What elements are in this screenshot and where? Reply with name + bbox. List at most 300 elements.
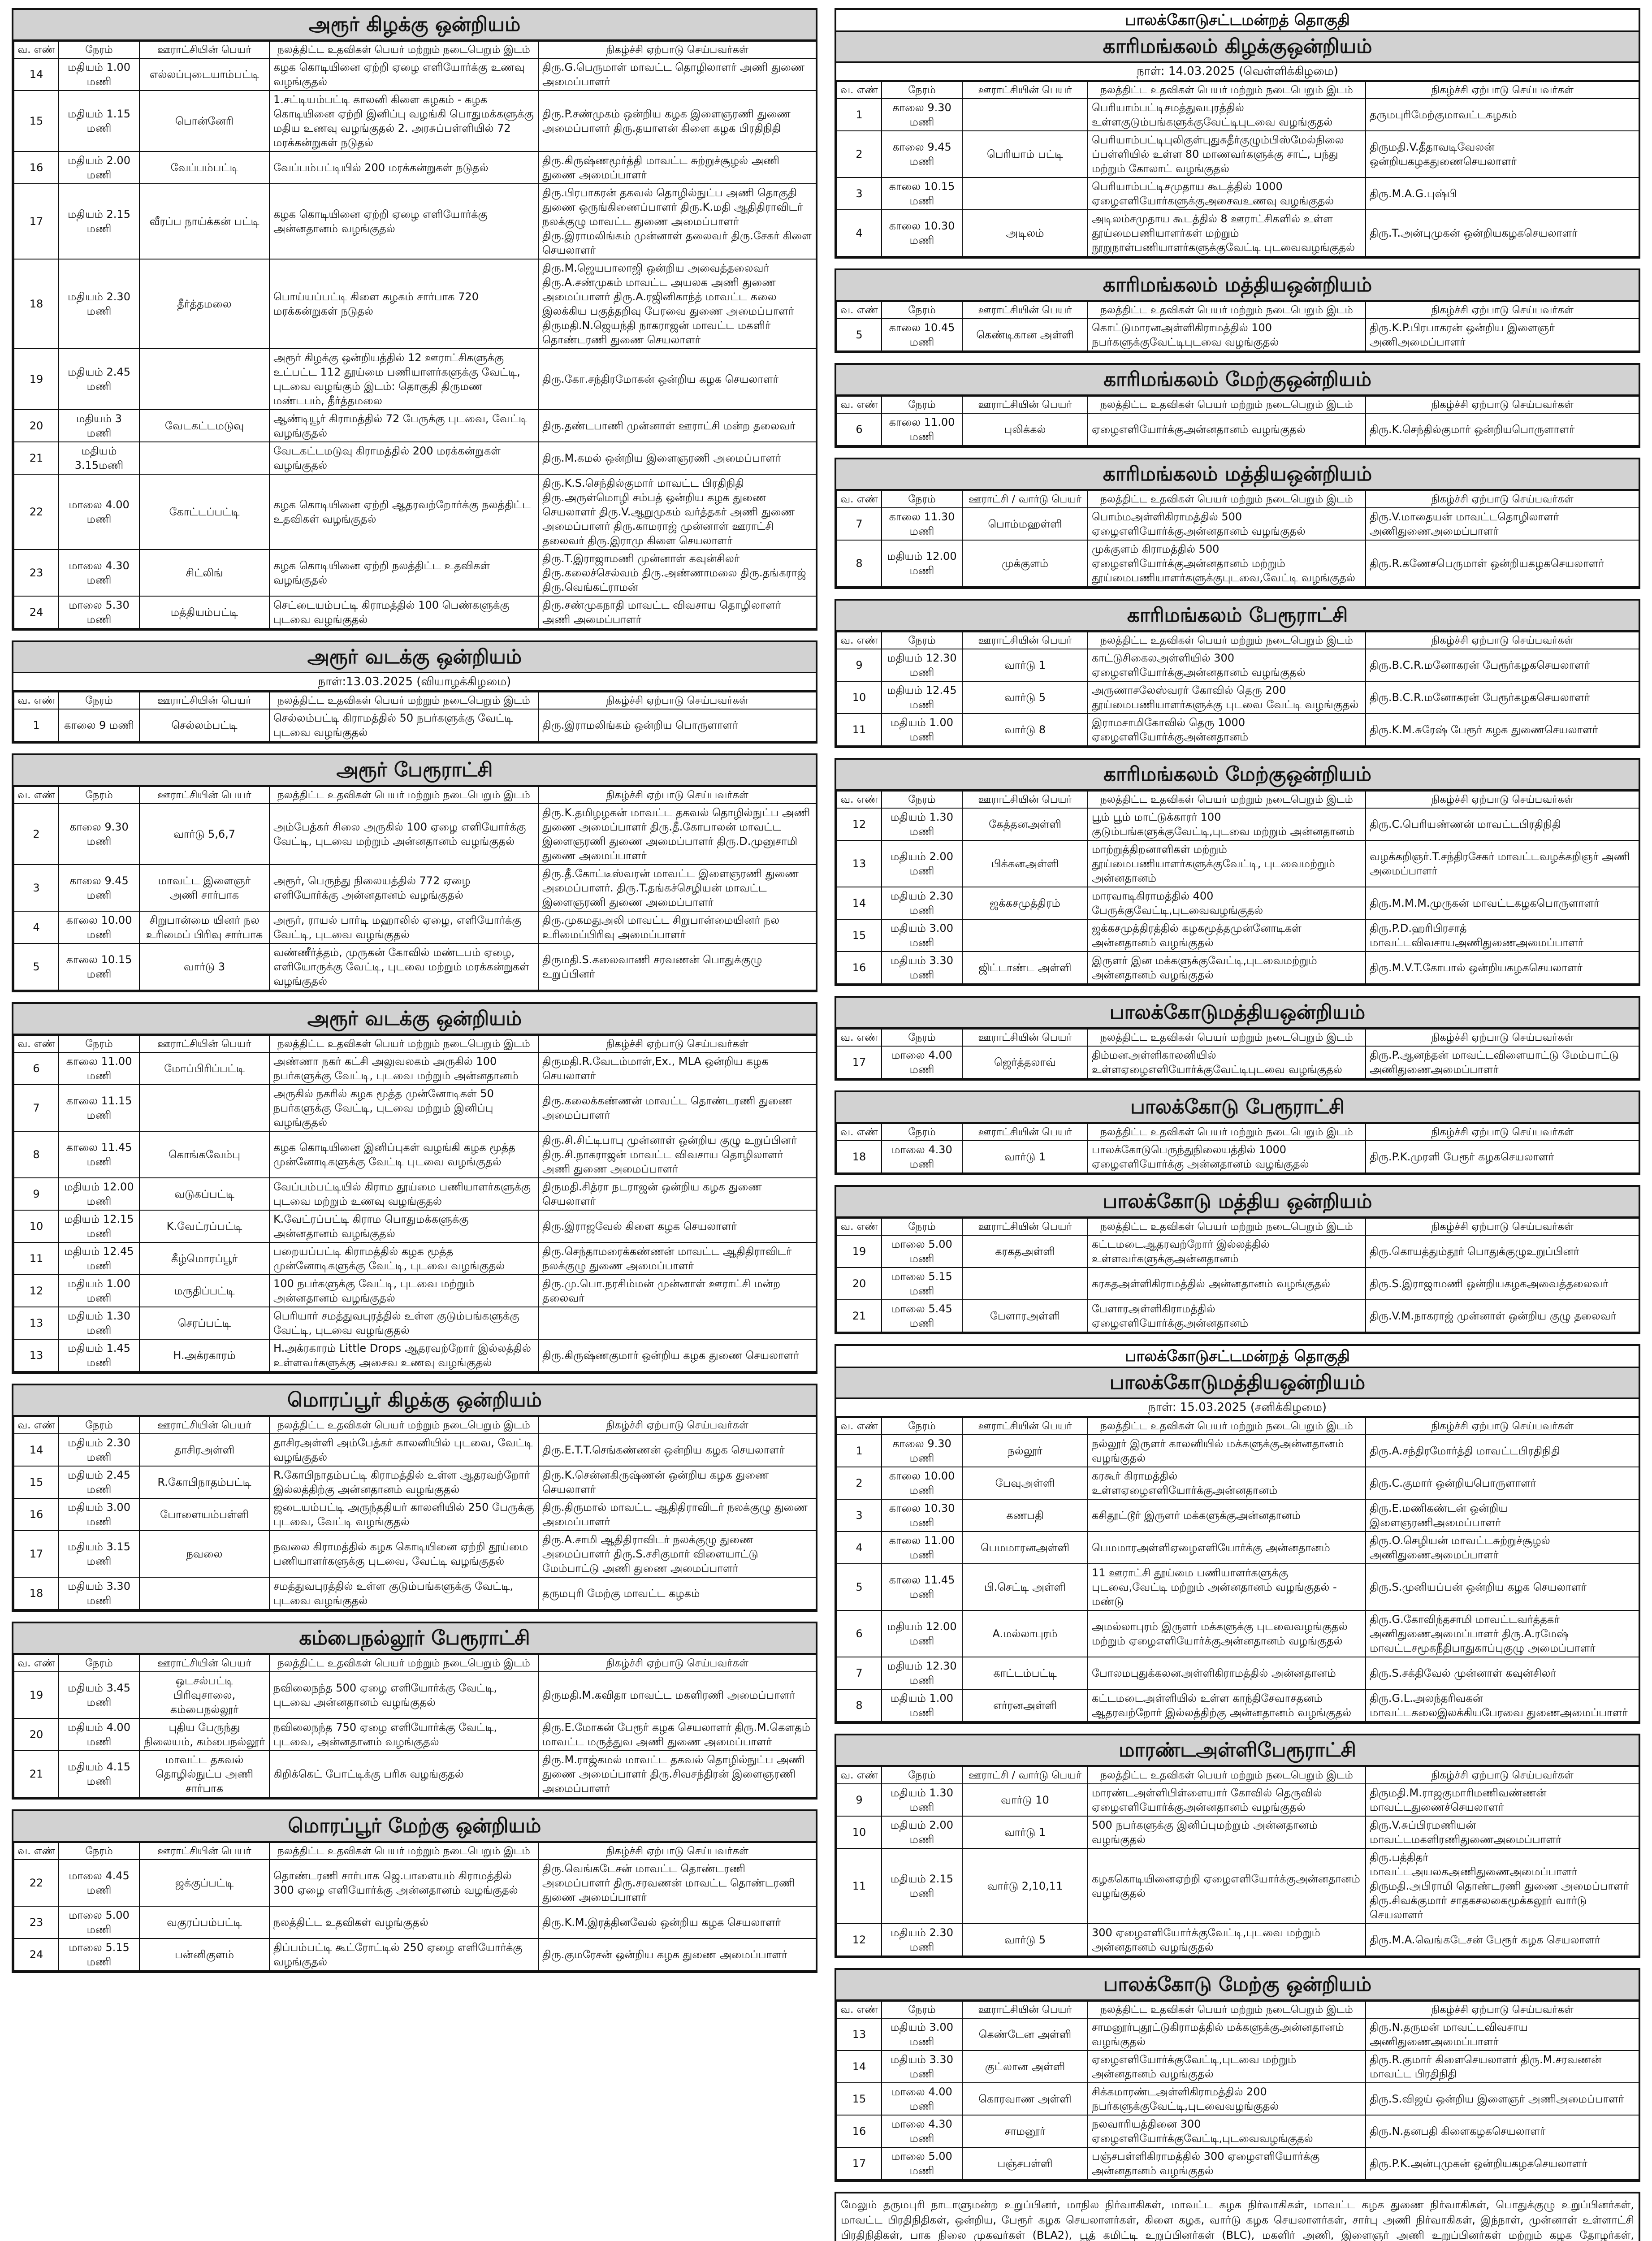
row-time: மதியம் 3 மணி — [59, 410, 139, 442]
row-number: 19 — [14, 1672, 59, 1718]
column-header: ஊராட்சியின் பெயர் — [139, 1655, 269, 1672]
column-header: நலத்திட்ட உதவிகள் பெயர் மற்றும் நடைபெறும் இடம் — [1088, 82, 1366, 99]
row-place — [139, 442, 269, 474]
row-number: 1 — [837, 99, 882, 131]
row-time: காலை 9.30 மணி — [59, 804, 139, 865]
row-number: 10 — [14, 1210, 59, 1242]
column-header: நிகழ்ச்சி ஏற்பாடு செய்பவர்கள் — [1366, 491, 1639, 508]
row-number: 22 — [14, 1860, 59, 1906]
row-event: பூம் பூம் மாட்டுக்காரர் 100 குடும்பங்களுக்குவேட்டி,புடவை மற்றும் அன்னதானம் — [1088, 808, 1366, 840]
table-row — [14, 1577, 816, 1609]
table-row — [837, 1531, 1639, 1564]
row-place: பெமமாரனஅள்ளி — [962, 1531, 1088, 1564]
row-number: 2 — [837, 131, 882, 177]
header-row — [837, 82, 1639, 99]
row-event: கொட்டுமாரனஅள்ளிகிராமத்தில் 100 நபர்களுக்குவேட்டிபுடவை வழங்குதல் — [1088, 319, 1366, 351]
row-number: 3 — [14, 865, 59, 911]
section-title: பாலக்கோடு மேற்கு ஒன்றியம் — [836, 1970, 1639, 2001]
column-header: நலத்திட்ட உதவிகள் பெயர் மற்றும் நடைபெறும் இடம் — [269, 787, 538, 804]
column-header: வ. எண் — [837, 1124, 882, 1141]
table-row — [14, 943, 816, 990]
row-place: H.அக்ரகாரம் — [139, 1339, 269, 1371]
row-event: அருகில் நகரில் கழக மூத்த முன்னோடிகள் 50 நபர்களுக்கு வேட்டி, புடவை மற்றும் இனிப்பு வழங்குதல் — [269, 1085, 538, 1131]
row-time: மதியம் 1.15 மணி — [59, 91, 139, 151]
section-box — [835, 1185, 1640, 1334]
table-row — [14, 911, 816, 943]
column-header: வ. எண் — [837, 1767, 882, 1784]
row-organizer: திரு.E.மோகன் பேரூர் கழக செயலாளர் திரு.M.கௌதம் மாவட்ட மருத்துவ அணி துணை அமைப்பாளர் — [538, 1718, 816, 1751]
row-number: 19 — [837, 1235, 882, 1268]
row-number: 17 — [14, 1531, 59, 1577]
column-header: வ. எண் — [837, 1418, 882, 1435]
schedule-table — [836, 1417, 1639, 1722]
row-organizer: திரு.M.M.M.முருகன் மாவட்டகழகபொருளாளர் — [1366, 887, 1639, 919]
column-header: நலத்திட்ட உதவிகள் பெயர் மற்றும் நடைபெறும் இடம் — [269, 1417, 538, 1434]
section-box — [835, 268, 1640, 353]
table-row — [837, 2051, 1639, 2083]
table-row — [14, 1085, 816, 1131]
section-box — [835, 1734, 1640, 1958]
row-time: மதியம் 2.15 மணி — [882, 1848, 962, 1924]
row-time: மாலை 5.00 மணி — [59, 1906, 139, 1938]
row-number: 14 — [837, 887, 882, 919]
row-organizer: திரு.N.தருமன் மாவட்டவிவசாய அணிதுணைஅமைப்பாளர் — [1366, 2018, 1639, 2051]
row-organizer: திரு.சண்முகநாதி மாவட்ட விவசாய தொழிலாளர் அணி அமைப்பாளர் — [538, 596, 816, 628]
row-event: கழக கொடியினை ஏற்றி ஏழை எளியோர்க்கு அன்னதானம் வழங்குதல் — [269, 184, 538, 259]
table-row — [14, 1052, 816, 1085]
left-column — [12, 8, 817, 2241]
row-event: ஜடையம்பட்டி அருந்ததியர் காலனியில் 250 பேருக்கு புடவை, வேட்டி வழங்குதல் — [269, 1498, 538, 1531]
schedule-table — [836, 490, 1639, 587]
row-event: பாலக்கோடுபெருந்துநிலையத்தில் 1000 ஏழைஎளியோர்க்கு அன்னதானம் வழங்குதல் — [1088, 1141, 1366, 1173]
header-row — [837, 1218, 1639, 1235]
row-time: மாலை 5.15 மணி — [882, 1268, 962, 1300]
row-organizer: திரு.இராமலிங்கம் ஒன்றிய பொருளாளர் — [538, 709, 816, 741]
section-title: அரூர் கிழக்கு ஒன்றியம் — [13, 10, 816, 41]
row-organizer: திரு.C.குமார் ஒன்றியபொருளாளர் — [1366, 1467, 1639, 1499]
column-header: நிகழ்ச்சி ஏற்பாடு செய்பவர்கள் — [1366, 1124, 1639, 1141]
row-event: செட்டையம்பட்டி கிராமத்தில் 100 பெண்களுக்கு புடவை வழங்குதல் — [269, 596, 538, 628]
row-number: 24 — [14, 1938, 59, 1971]
column-header: நலத்திட்ட உதவிகள் பெயர் மற்றும் நடைபெறும் இடம் — [1088, 791, 1366, 808]
column-header: ஊராட்சியின் பெயர் — [962, 1029, 1088, 1046]
row-place: பெரியாம் பட்டி — [962, 131, 1088, 177]
table-row — [14, 804, 816, 865]
column-header: நிகழ்ச்சி ஏற்பாடு செய்பவர்கள் — [1366, 1767, 1639, 1784]
row-number: 14 — [14, 58, 59, 91]
row-event: கிறிக்கெட் போட்டிக்கு பரிசு வழங்குதல் — [269, 1751, 538, 1797]
column-header: நலத்திட்ட உதவிகள் பெயர் மற்றும் நடைபெறும் இடம் — [269, 41, 538, 58]
schedule-table — [836, 81, 1639, 257]
row-event: 300 ஏழைஎளியோர்க்குவேட்டி,புடவை மற்றும் அன்னதானம் வழங்குதல் — [1088, 1924, 1366, 1956]
row-organizer: திரு.B.C.R.மனோகரன் பேரூர்கழகசெயலாளர் — [1366, 649, 1639, 681]
column-header: நேரம் — [882, 791, 962, 808]
row-place: பிக்கனஅள்ளி — [962, 840, 1088, 887]
table-row — [14, 1498, 816, 1531]
row-number: 21 — [837, 1300, 882, 1332]
row-organizer: திரு.சி.சிட்டிபாபு முன்னாள் ஒன்றிய குழு உறுப்பினர் திரு.சி.நாகராஜன் மாவட்ட விவசாய தொழிலாளர் அணி துணை அமைப்பாளர் — [538, 1131, 816, 1178]
row-number: 12 — [14, 1275, 59, 1307]
row-event: கரகூர் கிராமத்தில் உள்ளஏழைஎளியோர்க்குஅன்னதானம் — [1088, 1467, 1366, 1499]
row-organizer: திரு.P.K.முரளி பேரூர் கழகசெயலாளர் — [1366, 1141, 1639, 1173]
row-event: கரகதஅள்ளிகிராமத்தில் அன்னதானம் வழங்குதல் — [1088, 1268, 1366, 1300]
row-number: 6 — [837, 1610, 882, 1657]
column-header: நேரம் — [59, 1035, 139, 1052]
section-box — [12, 640, 817, 744]
header-row — [837, 302, 1639, 319]
table-row — [837, 1784, 1639, 1816]
section-box — [835, 758, 1640, 986]
row-number: 14 — [14, 1434, 59, 1466]
section-title: காரிமங்கலம் மேற்குஒன்றியம் — [836, 365, 1639, 396]
row-place: வார்டு 3 — [139, 943, 269, 990]
schedule-table — [836, 396, 1639, 446]
row-number: 15 — [837, 919, 882, 952]
row-event: பெமமாரஅள்ளிஏழைஎளியோர்க்கு அன்னதானம் — [1088, 1531, 1366, 1564]
row-time: காலை 11.00 மணி — [59, 1052, 139, 1085]
column-header: நேரம் — [882, 302, 962, 319]
row-time: காலை 10.15 மணி — [882, 177, 962, 210]
row-place: ஜெர்த்தலாவ் — [962, 1046, 1088, 1078]
row-place: தாசிரஅள்ளி — [139, 1434, 269, 1466]
row-organizer: திரு.K.சென்னகிருஷ்ணன் ஒன்றிய கழக துணை செயலாளர் — [538, 1466, 816, 1498]
table-row — [837, 413, 1639, 446]
schedule-table — [836, 301, 1639, 351]
column-header: வ. எண் — [837, 82, 882, 99]
row-event: பொய்யப்பட்டி கிளை கழகம் சார்பாக 720 மரக்கன்றுகள் நடுதல் — [269, 259, 538, 349]
row-place: மத்தியம்பட்டி — [139, 596, 269, 628]
column-header: ஊராட்சியின் பெயர் — [962, 1418, 1088, 1435]
row-time: மாலை 5.15 மணி — [59, 1938, 139, 1971]
row-place: மோப்பிரிப்பட்டி — [139, 1052, 269, 1085]
table-row — [837, 840, 1639, 887]
section-box — [12, 1622, 817, 1800]
column-header: நிகழ்ச்சி ஏற்பாடு செய்பவர்கள் — [1366, 302, 1639, 319]
column-header: ஊராட்சியின் பெயர் — [139, 692, 269, 709]
row-place: வீரப்ப நாய்க்கன் பட்டி — [139, 184, 269, 259]
schedule-table — [836, 1029, 1639, 1079]
table-row — [14, 1938, 816, 1971]
row-number: 8 — [837, 540, 882, 587]
column-header: ஊராட்சி / வார்டு பெயர் — [962, 1767, 1088, 1784]
column-header: நலத்திட்ட உதவிகள் பெயர் மற்றும் நடைபெறும் இடம் — [1088, 1418, 1366, 1435]
row-time: மதியம் 2.45 மணி — [59, 349, 139, 410]
row-time: மாலை 5.45 மணி — [882, 1300, 962, 1332]
row-event: வேப்பம்பட்டியில் கிராம தூய்மை பணியாளர்களுக்கு புடவை மற்றும் உணவு வழங்குதல் — [269, 1178, 538, 1210]
column-header: நலத்திட்ட உதவிகள் பெயர் மற்றும் நடைபெறும் இடம் — [1088, 632, 1366, 649]
row-event: பறையப்பட்டி கிராமத்தில் கழக மூத்த முன்னோடிகளுக்கு வேட்டி, புடவை வழங்குதல் — [269, 1242, 538, 1275]
row-event: 100 நபர்களுக்கு வேட்டி, புடவை மற்றும் அன்னதானம் வழங்குதல் — [269, 1275, 538, 1307]
row-organizer: திரு.S.இராஜாமணி ஒன்றியகழகஅவைத்தலைவர் — [1366, 1268, 1639, 1300]
row-number: 15 — [14, 91, 59, 151]
row-time: காலை 9.30 மணி — [882, 1435, 962, 1467]
row-place: மாவட்ட இளைஞர் அணி சார்பாக — [139, 865, 269, 911]
row-place: குட்லான அள்ளி — [962, 2051, 1088, 2083]
row-number: 12 — [837, 808, 882, 840]
column-header: நலத்திட்ட உதவிகள் பெயர் மற்றும் நடைபெறும் இடம் — [1088, 491, 1366, 508]
row-place — [962, 177, 1088, 210]
section-box — [835, 996, 1640, 1081]
row-time: மாலை 4.30 மணி — [882, 1141, 962, 1173]
column-header: நேரம் — [882, 491, 962, 508]
row-organizer: திரு.தண்டபாணி முன்னாள் ஊராட்சி மன்ற தலைவர் — [538, 410, 816, 442]
row-place: வார்டு 5,6,7 — [139, 804, 269, 865]
row-place: சாமனூர் — [962, 2115, 1088, 2147]
section-box — [12, 753, 817, 992]
header-row — [837, 491, 1639, 508]
row-time: மதியம் 3.00 மணி — [882, 2018, 962, 2051]
row-event: இருளர் இன மக்களுக்குவேட்டி,புடவைமற்றும் அன்னதானம் வழங்குதல் — [1088, 952, 1366, 984]
header-row — [14, 692, 816, 709]
row-time: காலை 11.15 மணி — [59, 1085, 139, 1131]
row-event: பஞ்சபள்ளிகிராமத்தில் 300 ஏழைஎளியோர்க்கு அன்னதானம் வழங்குதல் — [1088, 2147, 1366, 2180]
row-event: முக்குளம் கிராமத்தில் 500 ஏழைஎளியோர்க்குஅன்னதானம் மற்றும் தூய்மைபணியாளர்களுக்குபுடவை,வேட்டி வழங்குதல் — [1088, 540, 1366, 587]
section-title: காரிமங்கலம் கிழக்குஒன்றியம் — [836, 32, 1639, 63]
table-row — [14, 1339, 816, 1371]
row-place: முக்குளம் — [962, 540, 1088, 587]
row-place: பேவுஅள்ளி — [962, 1467, 1088, 1499]
row-event: ஜக்கசமுத்திரத்தில் கழகமூத்தமுன்னோடிகள் அன்னதானம் வழங்குதல் — [1088, 919, 1366, 952]
column-header: நேரம் — [882, 82, 962, 99]
row-place: பேளாரஅள்ளி — [962, 1300, 1088, 1332]
schedule-table — [836, 791, 1639, 984]
row-place: கெண்டிகான அள்ளி — [962, 319, 1088, 351]
column-header: ஊராட்சியின் பெயர் — [962, 2001, 1088, 2018]
row-place: வார்டு 8 — [962, 714, 1088, 746]
table-row — [837, 1235, 1639, 1268]
section-date: நாள்: 15.03.2025 (சனிக்கிழமை) — [836, 1399, 1639, 1417]
row-organizer: திரு.பத்திதர் மாவட்டஅயலகஅணிதுணைஅமைப்பாளர் திருமதி.அபிராமி தொண்டரணி துணை அமைப்பாளர் திரு.சிவக்குமார் சாதகசலகைமூக்கலூர் வார்டு செயலாளர் — [1366, 1848, 1639, 1924]
section-title: மொரப்பூர் கிழக்கு ஒன்றியம் — [13, 1385, 816, 1416]
row-place: வார்டு 10 — [962, 1784, 1088, 1816]
row-number: 9 — [837, 1784, 882, 1816]
row-place: கீழ்மொரப்பூர் — [139, 1242, 269, 1275]
row-place: A.மல்லாபுரம் — [962, 1610, 1088, 1657]
row-place — [962, 99, 1088, 131]
table-row — [837, 99, 1639, 131]
section-box — [835, 1968, 1640, 2182]
row-time: மதியம் 4.15 மணி — [59, 1751, 139, 1797]
table-row — [14, 1672, 816, 1718]
column-header: நேரம் — [59, 692, 139, 709]
row-place: வேப்பம்பட்டி — [139, 151, 269, 184]
row-place: வார்டு 5 — [962, 681, 1088, 714]
row-place: பஞ்சபள்ளி — [962, 2147, 1088, 2180]
row-number: 10 — [837, 681, 882, 714]
row-organizer: திருமதி.சித்ரா நடராஜன் ஒன்றிய கழக துணை செயலாளர் — [538, 1178, 816, 1210]
row-event: செல்லம்பட்டி கிராமத்தில் 50 நபர்களுக்கு வேட்டி புடவை வழங்குதல் — [269, 709, 538, 741]
row-event: கழக கொடியினை ஏற்றி ஆதரவற்றோர்க்கு நலத்திட்ட உதவிகள் வழங்குதல் — [269, 474, 538, 549]
section-title: காரிமங்கலம் மேற்குஒன்றியம் — [836, 760, 1639, 791]
row-time: மதியம் 3.00 மணி — [59, 1498, 139, 1531]
row-time: மதியம் 2.15 மணி — [59, 184, 139, 259]
table-row — [14, 1434, 816, 1466]
header-row — [837, 1029, 1639, 1046]
row-place: வார்டு 1 — [962, 1816, 1088, 1848]
row-time: மதியம் 2.30 மணி — [59, 259, 139, 349]
column-header: வ. எண் — [14, 1417, 59, 1434]
row-event: அமல்லாபுரம் இருளர் மக்களுக்கு புடவைவழங்குதல் மற்றும் ஏழைஎளியோர்க்குஅன்னதானம் வழங்குதல் — [1088, 1610, 1366, 1657]
row-number: 21 — [14, 442, 59, 474]
column-header: ஊராட்சியின் பெயர் — [962, 632, 1088, 649]
row-number: 18 — [837, 1141, 882, 1173]
row-number: 16 — [14, 1498, 59, 1531]
row-organizer: திரு.P.D.ஹரிபிரசாத் மாவட்டவிவசாயஅணிதுணைஅமைப்பாளர் — [1366, 919, 1639, 952]
column-header: ஊராட்சியின் பெயர் — [962, 302, 1088, 319]
row-time: மாலை 4.00 மணி — [59, 474, 139, 549]
row-event: அரூர், ராயல் பார்டி மஹாலில் ஏழை, எளியோர்க்கு வேட்டி, புடவை வழங்குதல் — [269, 911, 538, 943]
column-header: நிகழ்ச்சி ஏற்பாடு செய்பவர்கள் — [538, 41, 816, 58]
row-place: கணபதி — [962, 1499, 1088, 1531]
row-number: 23 — [14, 549, 59, 596]
row-event: 11 ஊராட்சி தூய்மை பணியாளர்களுக்கு புடவை,வேட்டி மற்றும் அன்னதானம் வழங்குதல் - மண்டு — [1088, 1564, 1366, 1610]
row-place: கொரவாண அள்ளி — [962, 2083, 1088, 2115]
row-time: மாலை 4.00 மணி — [882, 1046, 962, 1078]
row-place: நல்லூர் — [962, 1435, 1088, 1467]
table-row — [14, 1718, 816, 1751]
row-time: மதியம் 3.45 மணி — [59, 1672, 139, 1718]
schedule-table — [13, 1416, 817, 1610]
column-header: ஊராட்சி / வார்டு பெயர் — [962, 491, 1088, 508]
table-row — [837, 1689, 1639, 1722]
row-organizer: திரு.கலைக்கண்ணன் மாவட்ட தொண்டரணி துணை அமைப்பாளர் — [538, 1085, 816, 1131]
row-organizer: திரு.K.M.சுரேஷ் பேரூர் கழக துணைசெயலாளர் — [1366, 714, 1639, 746]
row-time: மதியம் 2.30 மணி — [59, 1434, 139, 1466]
row-place: மருதிப்பட்டி — [139, 1275, 269, 1307]
column-header: வ. எண் — [837, 791, 882, 808]
row-organizer: திரு.S.சக்திவேல் முன்னாள் கவுன்சிலர் — [1366, 1657, 1639, 1689]
table-row — [837, 1564, 1639, 1610]
row-organizer: திரு.T.இராஜாமணி முன்னாள் கவுன்சிலர் திரு.கலைச்செல்வம் திரு.அண்ணாமலை திரு.தங்கராஜ் திரு.வெங்கட்ராமன் — [538, 549, 816, 596]
row-event: பொம்மஅள்ளிகிராமத்தில் 500 ஏழைஎளியோர்க்குஅன்னதானம் வழங்குதல் — [1088, 508, 1366, 540]
row-organizer: திரு.M.ஜெயபாலாஜி ஒன்றிய அவைத்தலைவர் திரு.A.சண்முகம் மாவட்ட அயலக அணி துணை அமைப்பாளர் திரு.A.ரஜினிகாந்த் மாவட்ட கலை இலக்கிய பகுத்தறிவு பேரவை துணை அமைப்பாளர் திருமதி.N.ஜெயந்தி நாகராஜன் மாவட்ட மகளிர் தொண்டரணி துணை செயலாளர் — [538, 259, 816, 349]
column-header: வ. எண் — [14, 1655, 59, 1672]
row-number: 21 — [14, 1751, 59, 1797]
row-number: 12 — [837, 1924, 882, 1956]
header-row — [837, 1418, 1639, 1435]
row-place: கெண்டேன அள்ளி — [962, 2018, 1088, 2051]
row-time: காலை 11.00 மணி — [882, 1531, 962, 1564]
row-event: கழக கொடியினை ஏற்றி நலத்திட்ட உதவிகள் வழங்குதல் — [269, 549, 538, 596]
header-row — [14, 1655, 816, 1672]
row-event: கழககொடியினைஏற்றி ஏழைஎளியோர்க்குஅன்னதானம் வழங்குதல் — [1088, 1848, 1366, 1924]
row-time: காலை 11.45 மணி — [882, 1564, 962, 1610]
table-row — [837, 1848, 1639, 1924]
column-header: வ. எண் — [837, 2001, 882, 2018]
row-event: மாரவாடிகிராமத்தில் 400 பேருக்குவேட்டி,புடவைவழங்குதல் — [1088, 887, 1366, 919]
row-place: சிறுபான்மை யினர் நல உரிமைப் பிரிவு சார்பாக — [139, 911, 269, 943]
row-time: மதியம் 1.00 மணி — [882, 714, 962, 746]
row-time: மாலை 4.00 மணி — [882, 2083, 962, 2115]
row-organizer: திரு.B.C.R.மனோகரன் பேரூர்கழகசெயலாளர் — [1366, 681, 1639, 714]
row-number: 18 — [14, 1577, 59, 1609]
row-place: எல்லப்புடையாம்பட்டி — [139, 58, 269, 91]
row-event: H.அக்ரகாரம் Little Drops ஆதரவற்றோர் இல்லத்தில் உள்ளவர்களுக்கு அசைவ உணவு வழங்குதல் — [269, 1339, 538, 1371]
column-header: நேரம் — [882, 1029, 962, 1046]
section-box — [835, 363, 1640, 448]
row-time: மதியம் 3.00 மணி — [882, 919, 962, 952]
schedule-table — [13, 1842, 817, 1971]
column-header: வ. எண் — [14, 41, 59, 58]
row-time: காலை 10.00 மணி — [59, 911, 139, 943]
column-header: ஊராட்சியின் பெயர் — [962, 82, 1088, 99]
row-event: சமத்துவபுரத்தில் உள்ள குடும்பங்களுக்கு வேட்டி, புடவை வழங்குதல் — [269, 1577, 538, 1609]
row-time: மதியம் 3.30 மணி — [59, 1577, 139, 1609]
row-number: 11 — [14, 1242, 59, 1275]
row-place: செரப்பட்டி — [139, 1307, 269, 1339]
row-organizer: திரு.செந்தாமரைக்கண்ணன் மாவட்ட ஆதிதிராவிடர் நலக்குழு துணை அமைப்பாளர் — [538, 1242, 816, 1275]
row-event: R.கோபிநாதம்பட்டி கிராமத்தில் உள்ள ஆதரவற்றோர் இல்லத்திற்கு அன்னதானம் வழங்குதல் — [269, 1466, 538, 1498]
row-number: 4 — [837, 210, 882, 256]
row-number: 7 — [837, 1657, 882, 1689]
column-header: நிகழ்ச்சி ஏற்பாடு செய்பவர்கள் — [538, 692, 816, 709]
section-title: அரூர் வடக்கு ஒன்றியம் — [13, 642, 816, 673]
schedule-table — [836, 1123, 1639, 1173]
table-row — [14, 1307, 816, 1339]
row-event: தொண்டரணி சார்பாக ஜெ.பாளையம் கிராமத்தில் 300 ஏழை எளியோர்க்கு அன்னதானம் வழங்குதல் — [269, 1860, 538, 1906]
column-header: வ. எண் — [14, 787, 59, 804]
row-place: அடிலம் — [962, 210, 1088, 256]
row-organizer: திரு.V.M.நாகராஜ் முன்னாள் ஒன்றிய குழு தலைவர் — [1366, 1300, 1639, 1332]
row-organizer: திருமதி.V.தீதாவடிவேலன் ஒன்றியகழகதுணைசெயலாளர் — [1366, 131, 1639, 177]
column-header: நிகழ்ச்சி ஏற்பாடு செய்பவர்கள் — [538, 1035, 816, 1052]
row-event: 500 நபர்களுக்கு இனிப்புமற்றும் அன்னதானம் வழங்குதல் — [1088, 1816, 1366, 1848]
row-place: ஜிட்டாண்ட அள்ளி — [962, 952, 1088, 984]
row-number: 16 — [837, 2115, 882, 2147]
row-number: 5 — [14, 943, 59, 990]
table-row — [14, 549, 816, 596]
table-row — [837, 1467, 1639, 1499]
table-row — [837, 808, 1639, 840]
row-number: 4 — [837, 1531, 882, 1564]
column-header: நலத்திட்ட உதவிகள் பெயர் மற்றும் நடைபெறும் இடம் — [1088, 1029, 1366, 1046]
row-organizer: திரு.C.பெரியண்ணன் மாவட்டபிரதிநிதி — [1366, 808, 1639, 840]
row-place: வகுரப்பம்பட்டி — [139, 1906, 269, 1938]
row-organizer: திரு.V.சுப்பிரமணியன் மாவட்டமகளிரணிதுணைஅமைப்பாளர் — [1366, 1816, 1639, 1848]
table-row — [837, 540, 1639, 587]
row-event: வேப்பம்பட்டியில் 200 மரக்கன்றுகள் நடுதல் — [269, 151, 538, 184]
row-time: மதியம் 2.45 மணி — [59, 1466, 139, 1498]
row-organizer: திரு.M.A.G.புஷ்பி — [1366, 177, 1639, 210]
row-event: நலத்திட்ட உதவிகள் வழங்குதல் — [269, 1906, 538, 1938]
row-place: புலிக்கல் — [962, 413, 1088, 446]
row-time: மதியம் 2.30 மணி — [882, 887, 962, 919]
row-organizer — [538, 1307, 816, 1339]
row-event: ஏழைஎளியோர்க்குவேட்டி,புடவை மற்றும் அன்னதானம் வழங்குதல் — [1088, 2051, 1366, 2083]
row-organizer: திரு.திருமால் மாவட்ட ஆதிதிராவிடர் நலக்குழு துணை அமைப்பாளர் — [538, 1498, 816, 1531]
row-organizer: திரு.K.தமிழழகன் மாவட்ட தகவல் தொழில்நுட்ப அணி துணை அமைப்பாளர் திரு.தீ.கோபாலன் மாவட்ட இளைஞரணி துணை அமைப்பாளர் திரு.D.முனுசாமி துணை அமைப்பாளர் — [538, 804, 816, 865]
table-row — [14, 1466, 816, 1498]
table-row — [837, 1268, 1639, 1300]
row-number: 13 — [14, 1339, 59, 1371]
row-organizer: திரு.முகமதுஅலி மாவட்ட சிறுபான்மையினர் நல உரிமைப்பிரிவு அமைப்பாளர் — [538, 911, 816, 943]
table-row — [837, 1300, 1639, 1332]
row-organizer: திரு.E.மணிகண்டன் ஒன்றிய இளைஞரணிஅமைப்பாளர் — [1366, 1499, 1639, 1531]
row-organizer: திரு.O.செழியன் மாவட்டசுற்றுச்சூழல் அணிதுணைஅமைப்பாளர் — [1366, 1531, 1639, 1564]
section-title: பாலக்கோடுமத்தியஒன்றியம் — [836, 1368, 1639, 1399]
row-event: நல்லூர் இருளர் காலனியில் மக்களுக்குஅன்னதானம் வழங்குதல் — [1088, 1435, 1366, 1467]
row-time: காலை 10.45 மணி — [882, 319, 962, 351]
column-header: வ. எண் — [14, 1035, 59, 1052]
table-row — [837, 649, 1639, 681]
column-header: நிகழ்ச்சி ஏற்பாடு செய்பவர்கள் — [1366, 791, 1639, 808]
column-header: வ. எண் — [837, 1218, 882, 1235]
right-column — [835, 8, 1640, 2241]
column-header: நேரம் — [882, 1418, 962, 1435]
row-place: K.வேட்ரப்பட்டி — [139, 1210, 269, 1242]
section-box — [12, 1809, 817, 1973]
column-header: நலத்திட்ட உதவிகள் பெயர் மற்றும் நடைபெறும் இடம் — [1088, 302, 1366, 319]
